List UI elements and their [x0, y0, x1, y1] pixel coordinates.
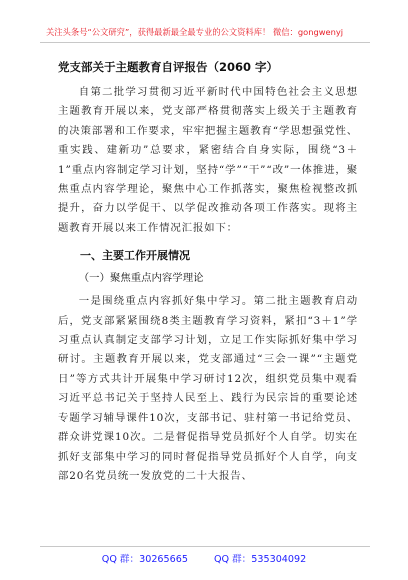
header-banner: 关注头条号“公文研究”，获得最新最全最专业的公文资料库！ 微信：gongwenyj — [46, 27, 344, 37]
subsection-heading: （一）聚焦重点内容学理论 — [78, 272, 204, 285]
body-paragraph: 一是围绕重点内容抓好集中学习。第二批主题教育启动后，党支部紧紧围绕8类主题教育学习资料，紧扣“3＋1”学习重点认真制定支部学习计划，立足工作实际抓好集中学习研讨。主题教育开展以来，党支部通过“三会一课”“主题党日”等方式共计开展集中学习研讨12次，组织党员集中观看习近平总书记关于坚持人民至上、践行为民宗旨的重要论述专题学习辅导课件10次，支部书记、驻村第一书记给党员、群众讲党课10次。二是督促指导党员抓好个人自学。切实在抓好支部集中学习的同时督促指导党员抓好个人自学，向支部20名党员统一发放党的二十大报告、 — [58, 295, 358, 482]
footer-divider — [40, 546, 370, 547]
page-header — [0, 0, 408, 46]
footer-contacts — [0, 551, 408, 565]
header-divider — [40, 42, 370, 43]
section-heading: 一、主要工作开展情况 — [80, 249, 190, 263]
document-body — [58, 58, 358, 486]
document-title: 党支部关于主题教育自评报告（2060 字） — [58, 60, 279, 74]
footer-qq-group-1: QQ 群：30265665 — [101, 554, 188, 565]
page-footer — [0, 546, 408, 576]
footer-qq-group-2: QQ 群：535304092 — [213, 554, 307, 565]
intro-paragraph: 自第二批学习贯彻习近平新时代中国特色社会主义思想主题教育开展以来，党支部严格贯彻落实上级关于主题教育的决策部署和工作要求，牢牢把握主题教育“学思想强党性、重实践、建新功”总要求，紧密结合自身实际，围绕“3＋1”重点内容制定学习计划，坚持“学”“干”“改”一体推进，聚焦重点内容学理论，聚焦中心工作抓落实，聚焦检视整改抓提升，奋力以学促干、以学促改推动各项工作落实。现将主题教育开展以来工作情况汇报如下： — [58, 86, 358, 234]
